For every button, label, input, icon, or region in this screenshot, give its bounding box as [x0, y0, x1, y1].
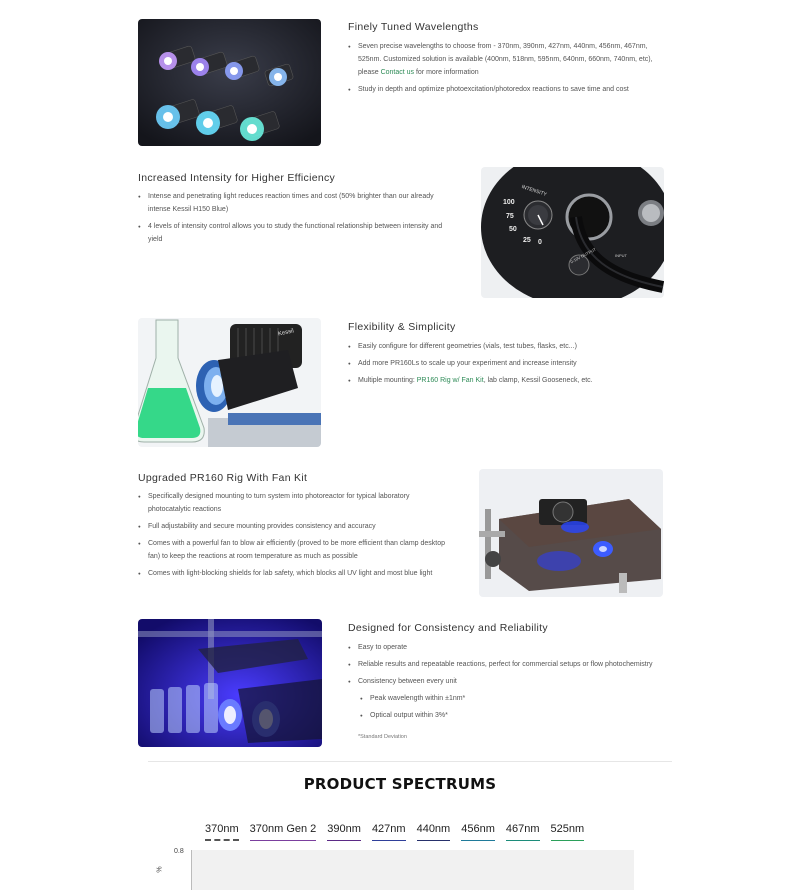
dial-tick-75: 75: [506, 213, 514, 220]
list-item: [348, 675, 666, 722]
section-title-rig: Upgraded PR160 Rig With Fan Kit: [138, 472, 308, 484]
list-item: ● Comes with a powerful fan to blow air efficiently (proved to be more efficient than clamp desktop fan) to keep the reactions at room temperature as much as possible: [138, 537, 453, 563]
list-item: ● Comes with light-blocking shields for lab safety, which blocks all UV light and most blue light: [138, 567, 453, 580]
dial-tick-50: 50: [509, 226, 517, 233]
section-title-consistency: Designed for Consistency and Reliability: [348, 622, 548, 634]
tab-390nm[interactable]: 390nm: [327, 823, 361, 841]
contact-us-link[interactable]: Contact us: [380, 69, 415, 76]
tab-467nm[interactable]: 467nm: [506, 823, 540, 841]
spectrum-plot-area: [191, 850, 634, 890]
dial-tick-0: 0: [538, 239, 542, 246]
list-item: ● Easy to operate: [348, 641, 666, 654]
section-title-wavelengths: Finely Tuned Wavelengths: [348, 21, 479, 33]
list-item: [348, 374, 666, 387]
dial-tick-100: 100: [503, 199, 515, 206]
flexibility-bullet-list: [348, 340, 666, 391]
intensity-bullet-list: [138, 190, 448, 250]
list-item: ● Easily configure for different geometries (vials, test tubes, flasks, etc...): [348, 340, 666, 353]
section-title-flexibility: Flexibility & Simplicity: [348, 321, 456, 333]
pr160-rig-link[interactable]: PR160 Rig w/ Fan Kit: [416, 377, 484, 384]
wavelength-lamps-image: [138, 19, 321, 146]
y-axis-tick: 0.8: [174, 848, 184, 855]
list-item: ● Reliable results and repeatable reactions, perfect for commercial setups or flow photochemistry: [348, 658, 666, 671]
input-label: INPUT: [615, 253, 627, 258]
tab-427nm[interactable]: 427nm: [372, 823, 406, 841]
bullet-text: Consistency between every unit: [358, 678, 457, 685]
list-item: ● 4 levels of intensity control allows you to study the functional relationship between intensity and yield: [138, 220, 448, 246]
tab-370nm[interactable]: 370nm: [205, 823, 239, 841]
bullet-text: for more information: [414, 69, 479, 76]
y-axis-label: %: [156, 866, 164, 873]
rig-fan-kit-image: [479, 469, 663, 597]
dial-tick-25: 25: [523, 237, 531, 244]
list-item: ● Peak wavelength within ±1nm*: [360, 692, 666, 705]
tab-456nm[interactable]: 456nm: [461, 823, 495, 841]
tab-525nm[interactable]: 525nm: [551, 823, 585, 841]
tab-370nm-gen2[interactable]: 370nm Gen 2: [250, 823, 317, 841]
spectrums-title: PRODUCT SPECTRUMS: [303, 775, 497, 793]
section-divider: [148, 761, 672, 762]
tab-440nm[interactable]: 440nm: [417, 823, 451, 841]
list-item: ● Intense and penetrating light reduces reaction times and cost (50% brighter than our already intense Kessil H150 Blue): [138, 190, 448, 216]
output-label: 0-10V OUTPUT: [569, 246, 597, 265]
bullet-text: , lab clamp, Kessil Gooseneck, etc.: [483, 377, 593, 384]
spectrum-tabs: [205, 823, 584, 841]
consistency-bullet-list: [348, 641, 666, 726]
intensity-label: INTENSITY: [520, 184, 548, 198]
intensity-dial-image: [481, 167, 664, 298]
flask-lamp-image: [138, 318, 321, 447]
wavelengths-bullet-list: [348, 40, 666, 100]
list-item: ● Study in depth and optimize photoexcitation/photoredox reactions to save time and cost: [348, 83, 666, 96]
kessil-brand-label: Kessil: [277, 328, 295, 338]
consistency-sub-list: [358, 692, 666, 722]
bullet-text: Multiple mounting:: [358, 377, 417, 384]
rig-bullet-list: [138, 490, 453, 584]
vials-blue-light-image: [138, 619, 322, 747]
standard-deviation-note: *Standard Deviation: [358, 734, 407, 740]
list-item: ● Optical output within 3%*: [360, 709, 666, 722]
list-item: [348, 40, 666, 79]
list-item: ● Add more PR160Ls to scale up your experiment and increase intensity: [348, 357, 666, 370]
list-item: ● Full adjustability and secure mounting provides consistency and accuracy: [138, 520, 453, 533]
section-title-intensity: Increased Intensity for Higher Efficiency: [138, 172, 336, 184]
bullet-text: Seven precise wavelengths to choose from - 370nm, 390nm, 427nm, 440nm, 456nm, 467nm, 525nm. Customized solution is available (400nm, 518nm, 595nm, 640nm, 660nm, 740nm, etc), please: [358, 43, 653, 76]
list-item: ● Specifically designed mounting to turn system into photoreactor for typical laboratory photocatalytic reactions: [138, 490, 453, 516]
